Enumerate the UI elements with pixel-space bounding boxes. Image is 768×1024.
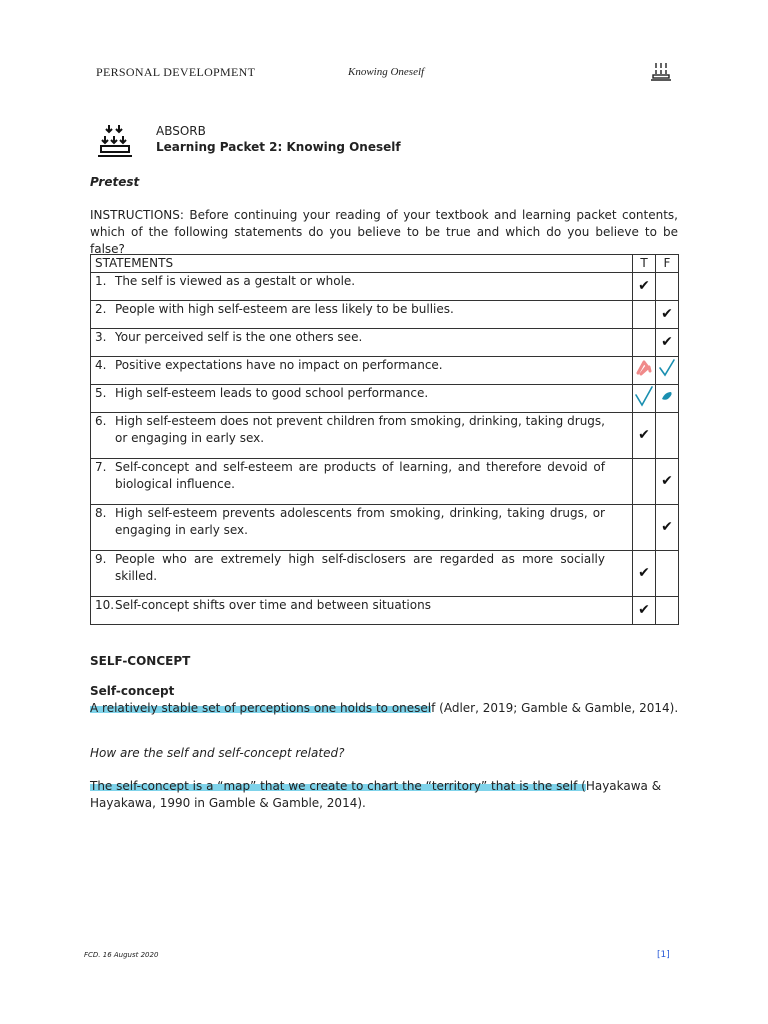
- pink-scribble-icon: [634, 358, 654, 378]
- header-title: PERSONAL DEVELOPMENT: [96, 65, 256, 79]
- absorb-label: ABSORB: [156, 124, 206, 138]
- header-true: T: [633, 255, 656, 273]
- table-row: [91, 505, 679, 551]
- statement-text: People who are extremely high self-disclosers are regarded as more socially skilled.: [115, 552, 605, 583]
- check-icon[interactable]: ✔: [638, 565, 650, 581]
- pretest-heading: Pretest: [90, 175, 140, 189]
- row-number: 4.: [95, 358, 107, 372]
- highlighted-text: The self-concept is a “map” that we create to chart the “territory” that is the self (: [90, 779, 586, 793]
- definition-text: [90, 700, 690, 717]
- row-number: 9.: [95, 552, 107, 566]
- absorb-icon: [650, 62, 672, 82]
- table-row: [91, 597, 679, 625]
- instructions-text: INSTRUCTIONS: Before continuing your reading of your textbook and learning packet contents, which of the following statements do you believe to be true and which do you believe to be false?: [90, 208, 678, 256]
- check-icon[interactable]: ✔: [638, 427, 650, 443]
- teal-scribble-icon: [657, 386, 677, 406]
- subsection-title: Self-concept: [90, 684, 175, 698]
- row-number: 6.: [95, 414, 107, 428]
- question-text: How are the self and self-concept related?: [90, 746, 345, 760]
- definition-citation: f (Adler, 2019; Gamble & Gamble, 2014).: [431, 701, 679, 715]
- check-icon[interactable]: ✔: [638, 602, 650, 618]
- table-row: [91, 551, 679, 597]
- header-subtitle: Knowing Oneself: [348, 66, 425, 78]
- statement-text: Your perceived self is the one others see.: [115, 330, 363, 344]
- answer-paragraph: [90, 778, 678, 812]
- table-row: [91, 459, 679, 505]
- header-statements: STATEMENTS: [91, 255, 633, 273]
- statement-text: Self-concept shifts over time and between situations: [115, 598, 431, 612]
- footer-date: FCD. 16 August 2020: [84, 951, 159, 959]
- table-row: [91, 301, 679, 329]
- teal-check-icon: [657, 358, 677, 378]
- section-title: SELF-CONCEPT: [90, 654, 191, 668]
- check-icon[interactable]: ✔: [661, 334, 673, 350]
- statement-text: High self-esteem prevents adolescents from smoking, drinking, taking drugs, or engaging in early sex.: [115, 506, 605, 537]
- table-row: [91, 385, 679, 413]
- statements-table: [90, 254, 679, 625]
- check-icon[interactable]: ✔: [661, 306, 673, 322]
- check-icon[interactable]: ✔: [638, 278, 650, 294]
- row-number: 10.: [95, 598, 115, 612]
- row-number: 2.: [95, 302, 107, 316]
- statement-text: The self is viewed as a gestalt or whole.: [115, 274, 356, 288]
- table-row: [91, 329, 679, 357]
- check-icon[interactable]: ✔: [661, 519, 673, 535]
- statement-text: High self-esteem leads to good school performance.: [115, 386, 429, 400]
- table-row: [91, 273, 679, 301]
- table-row: [91, 413, 679, 459]
- check-icon[interactable]: ✔: [661, 473, 673, 489]
- answer-citation: Hayakawa & Hayakawa, 1990 in Gamble & Gamble, 2014).: [90, 779, 662, 810]
- table-header-row: [91, 255, 679, 273]
- table-row: [91, 357, 679, 385]
- header-false: F: [656, 255, 679, 273]
- statement-text: Self-concept and self-esteem are products of learning, and therefore devoid of biological influence.: [115, 460, 605, 491]
- absorb-icon: [98, 124, 132, 158]
- page-number: [1]: [657, 950, 670, 960]
- row-number: 5.: [95, 386, 107, 400]
- highlighted-text: A relatively stable set of perceptions one holds to onesel: [90, 701, 432, 715]
- row-number: 8.: [95, 506, 107, 520]
- teal-check-icon: [634, 385, 654, 407]
- statement-text: Positive expectations have no impact on performance.: [115, 358, 443, 372]
- row-number: 7.: [95, 460, 107, 474]
- statement-text: People with high self-esteem are less likely to be bullies.: [115, 302, 454, 316]
- packet-title: Learning Packet 2: Knowing Oneself: [156, 140, 401, 154]
- statement-text: High self-esteem does not prevent children from smoking, drinking, taking drugs, or engaging in early sex.: [115, 414, 605, 445]
- row-number: 1.: [95, 274, 107, 288]
- row-number: 3.: [95, 330, 107, 344]
